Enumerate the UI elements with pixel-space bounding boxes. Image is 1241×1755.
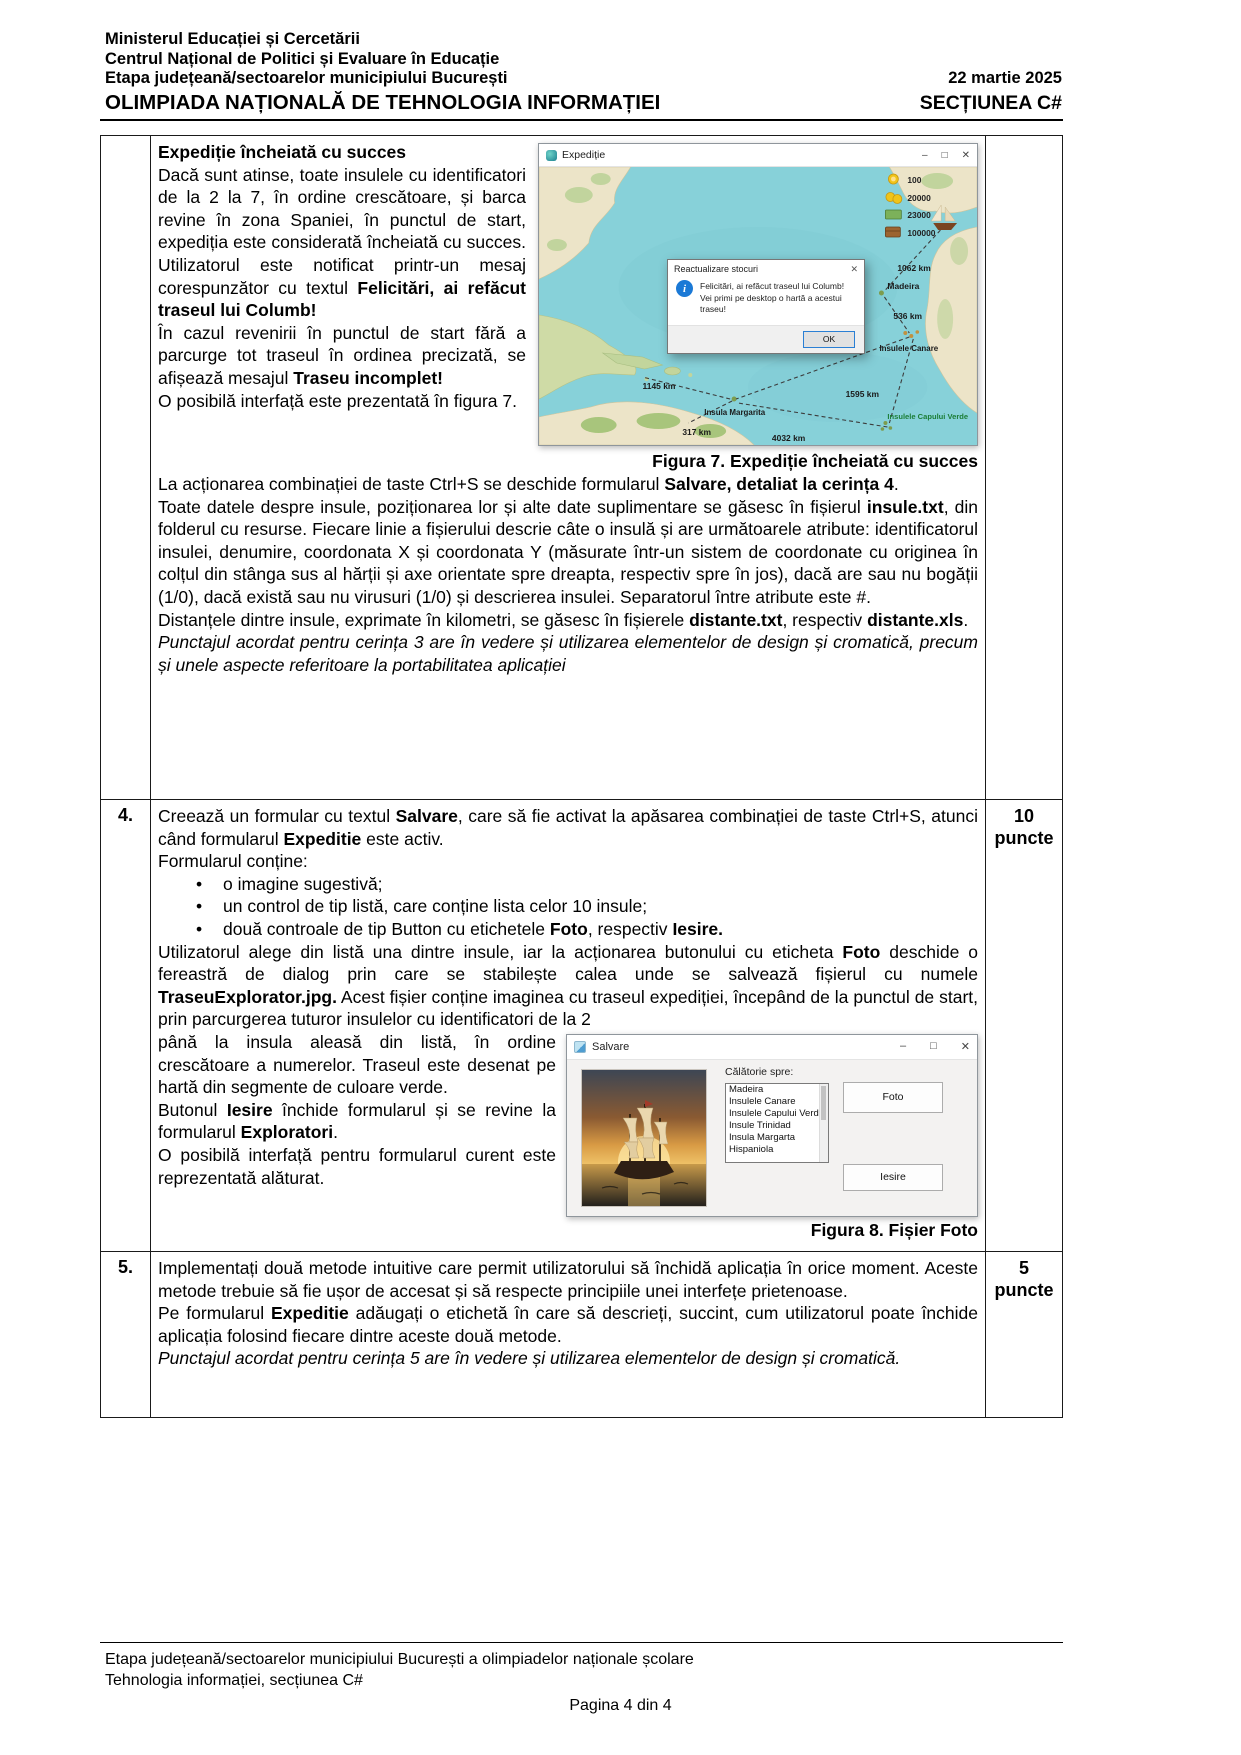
bullet-item: [196, 918, 978, 941]
footer-line1: Etapa județeană/sectoarelor municipiului București a olimpiadelor naționale școlare: [105, 1651, 694, 1668]
minimize-icon: –: [922, 149, 928, 161]
map-label-distance: 1595 km: [845, 388, 879, 400]
bullet-icon: •: [196, 918, 203, 939]
ok-button: OK: [803, 331, 855, 348]
listbox-item: Insulele Canare: [729, 1095, 796, 1107]
listbox-item: Insule Trinidad: [729, 1119, 791, 1131]
paragraph: Creează un formular cu textul Salvare, care să fie activat la apăsarea combinației de taste Ctrl+S, atunci când formularul Expeditie este activ.: [158, 806, 978, 849]
legend-value: 100: [907, 174, 922, 186]
bullet-text: o imagine sugestivă;: [223, 873, 383, 894]
task3-number-cell: [101, 136, 151, 799]
paragraph: Punctajul acordat pentru cerința 5 are în vedere și utilizarea elementelor de design și cromatică.: [158, 1348, 901, 1369]
island-margarita: [732, 397, 737, 402]
paragraph: Butonul Iesire închide formularul și se revine la formularul Exploratori.: [158, 1099, 557, 1143]
task5-content: [151, 1252, 985, 1417]
island-madeira: [879, 291, 884, 296]
footer-line2: Tehnologia informației, secțiunea C#: [105, 1671, 363, 1689]
dialog-titlebar: [668, 260, 864, 278]
ship-painting: [581, 1069, 707, 1207]
figure7-window-title: Expediție: [562, 149, 606, 161]
paragraph: Toate datele despre insule, poziționarea lor și alte date suplimentare se găsesc în fișierul insule.txt, din folderul cu resurse. Fiecare linie a fișierului descrie câte o insulă și are următoarele atribute: identificatorul insulei, denumire, coordonata X și coordonata Y (măsurate într-un sistem de coordonate cu originea în colțul din stânga sus al hărții și axe orientate spre dreapta, respectiv spre în jos), dacă are sau nu bogății (1/0), dacă există sau nu virusuri (1/0) și descrierea insulei. Separatorul între atribute este #.: [158, 496, 978, 607]
doc-title: OLIMPIADA NAȚIONALĂ DE TEHNOLOGIA INFORMAȚIEI: [105, 90, 661, 114]
dialog-footer: [668, 325, 864, 353]
task4-points-unit: puncte: [994, 828, 1054, 848]
salvare-app-icon: [574, 1041, 586, 1053]
dialog-body: [668, 278, 864, 325]
figure7-screenshot: [538, 143, 978, 446]
map-label-distance: 4032 km: [771, 432, 806, 444]
ship-painting-canvas: [582, 1070, 706, 1206]
info-icon: i: [676, 280, 693, 297]
paragraph: În cazul revenirii în punctul de start fără a parcurge tot traseul în ordinea precizată, se afișează mesajul Traseu incomplet!: [158, 322, 526, 388]
minimize-icon: –: [900, 1040, 907, 1053]
expeditie-app-icon: [546, 150, 557, 161]
task5-row: [101, 1251, 1062, 1417]
dialog-title: Reactualizare stocuri: [674, 264, 759, 274]
map-label-island: Insulele Canare: [879, 343, 939, 354]
paragraph: Implementați două metode intuitive care permit utilizatorului să închidă aplicația în orice moment. Aceste metode trebuie să fie ușor de accesat și să respecte principiile unei interfețe prietenoase.: [158, 1258, 978, 1301]
paragraph: până la insula aleasă din listă, în ordine crescătoare a numerelor. Traseul este desenat pe hartă din segmente de culoare verde.: [158, 1031, 556, 1098]
bullet-icon: •: [196, 873, 203, 894]
figure8-window-title: Salvare: [592, 1040, 630, 1053]
bullet-icon: •: [196, 896, 203, 917]
bullet-item: [196, 873, 978, 896]
island-cap-verde: [881, 421, 893, 431]
figure7-window: [538, 143, 978, 446]
bullet-text: două controale de tip Button cu etichetele Foto, respectiv Iesire.: [223, 918, 724, 939]
task5-points-cell: [985, 1252, 1062, 1417]
paragraph: La acționarea combinației de taste Ctrl+S se deschide formularul Salvare, detaliat la cerința 4.: [158, 474, 899, 494]
figure8-window: [566, 1034, 978, 1217]
paragraph: Utilizatorul alege din listă una dintre insule, iar la acționarea butonului cu eticheta Foto deschide o fereastră de dialog prin care se stabilește calea unde se salvează fișierul cu numele TraseuExplorator.jpg. Acest fișier conține imaginea cu traseul expediției, începând de la punctul de start, prin parcurgerea tuturor insulelor cu identificatori de la 2: [158, 941, 978, 1030]
figure8-caption: Figura 8. Fișier Foto: [810, 1219, 978, 1240]
task3-content: [151, 136, 985, 799]
task3-heading: Expediție încheiată cu succes: [158, 142, 407, 162]
task5-points-unit: puncte: [994, 1280, 1054, 1300]
task4-number: 4.: [101, 800, 151, 1251]
task3-points-cell: [985, 136, 1062, 799]
coin-icon: [888, 174, 898, 184]
paragraph: O posibilă interfață este prezentată în figura 7.: [158, 390, 517, 411]
bullet-text: un control de tip listă, care conține lista celor 10 insule;: [223, 896, 648, 917]
header-line2: Centrul Național de Politici și Evaluare în Educație: [105, 49, 500, 68]
iesire-button: Iesire: [843, 1164, 943, 1191]
map-label-island: Insula Margarita: [704, 407, 766, 418]
question-table: [100, 135, 1063, 1418]
foto-button: Foto: [843, 1082, 943, 1113]
legend-value: 100000: [907, 227, 936, 239]
paragraph: Punctajul acordat pentru cerința 3 are în vedere și utilizarea elementelor de design și cromatică, precum și unele aspecte referitoare la portabilitatea aplicației: [158, 632, 978, 675]
paragraph: Dacă sunt atinse, toate insulele cu identificatori de la 2 la 7, în ordine crescătoare, și barca revine în zona Spaniei, în punctul de start, expediția este considerată încheiată cu succes. Utilizatorul este notificat printr-un mesaj corespunzător cu textul Felicitări, ai refăcut traseul lui Columb!: [158, 164, 526, 321]
coins-icon: [886, 193, 902, 204]
task5-number: 5.: [101, 1252, 151, 1417]
legend-value: 23000: [907, 209, 931, 221]
doc-section: SECȚIUNEA C#: [919, 91, 1062, 114]
task4-content: [151, 800, 985, 1251]
map-label-distance: 1062 km: [897, 262, 931, 274]
header-rule: [100, 119, 1063, 121]
figure8-screenshot: [566, 1034, 978, 1217]
bullet-item: [196, 895, 978, 918]
task4-row: [101, 799, 1062, 1251]
land-hispaniola: [664, 367, 680, 375]
map-label-distance: 317 km: [682, 426, 712, 438]
header-line1: Ministerul Educației și Cercetării: [105, 30, 360, 48]
listbox-scrollbar: [819, 1084, 828, 1162]
figure7-titlebar: [539, 144, 977, 167]
figure8-window-controls: [900, 1040, 970, 1053]
legend-value: 20000: [907, 192, 931, 204]
listbox-item: Hispaniola: [729, 1143, 774, 1155]
dialog-message: [700, 280, 856, 316]
task3-row: [101, 136, 1062, 799]
figure7-map: [539, 167, 977, 445]
dialog-message-line1: Felicitări, ai refăcut traseul lui Columb!: [700, 281, 845, 291]
figure7-window-controls: [922, 150, 970, 161]
figure7-caption: Figura 7. Expediție încheiată cu succes: [652, 451, 978, 471]
listbox-item: Madeira: [729, 1083, 764, 1095]
map-label-distance: 1145 km: [642, 380, 676, 392]
header-date: 22 martie 2025: [948, 69, 1062, 87]
doc-footer: [105, 1650, 1062, 1691]
island-canare: [903, 330, 919, 338]
dialog-close-icon: ✕: [850, 263, 858, 274]
task5-points-value: 5: [1018, 1258, 1029, 1278]
page-number: Pagina 4 din 4: [569, 1697, 672, 1714]
paragraph: Distanțele dintre insule, exprimate în kilometri, se găsesc în fișierele distante.txt, respectiv distante.xls.: [158, 609, 969, 630]
figure7-dialog: [667, 259, 865, 354]
doc-header: [105, 30, 1062, 115]
footer-rule: [100, 1642, 1063, 1643]
header-line3: Etapa județeană/sectoarelor municipiului București: [105, 69, 508, 87]
listbox-item: Insulele Capului Verd: [729, 1107, 819, 1119]
close-icon: ✕: [960, 1041, 970, 1054]
chest-icon: [885, 227, 900, 237]
paragraph: Pe formularul Expeditie adăugați o etichetă în care să descrieți, succint, cum utilizatorul poate închide aplicația folosind fiecare dintre aceste două metode.: [158, 1303, 978, 1346]
banknote-icon: [885, 210, 901, 219]
map-label-island: Insulele Capului Verde: [887, 411, 969, 422]
maximize-icon: □: [941, 149, 948, 161]
trip-label: Călătorie spre:: [725, 1065, 794, 1078]
land-north-america: [539, 167, 631, 279]
dialog-message-line2: Vei primi pe desktop o hartă a acestui traseu!: [700, 292, 842, 314]
figure8-form-body: [567, 1060, 977, 1216]
paragraph: Formularul conține:: [158, 851, 308, 872]
paragraph: O posibilă interfață pentru formularul curent este reprezentată alăturat.: [158, 1144, 556, 1188]
task4-points-cell: [985, 800, 1062, 1251]
figure8-titlebar: [567, 1035, 977, 1060]
map-label-distance: 536 km: [893, 310, 923, 322]
islands-listbox: [725, 1083, 829, 1163]
task4-points-value: 10: [1013, 806, 1035, 826]
listbox-item: Insula Margarta: [729, 1131, 796, 1143]
close-icon: ✕: [961, 149, 970, 161]
map-label-island: Madeira: [887, 280, 920, 292]
listbox-scrollbar-thumb: [821, 1086, 826, 1120]
maximize-icon: □: [930, 1040, 937, 1053]
